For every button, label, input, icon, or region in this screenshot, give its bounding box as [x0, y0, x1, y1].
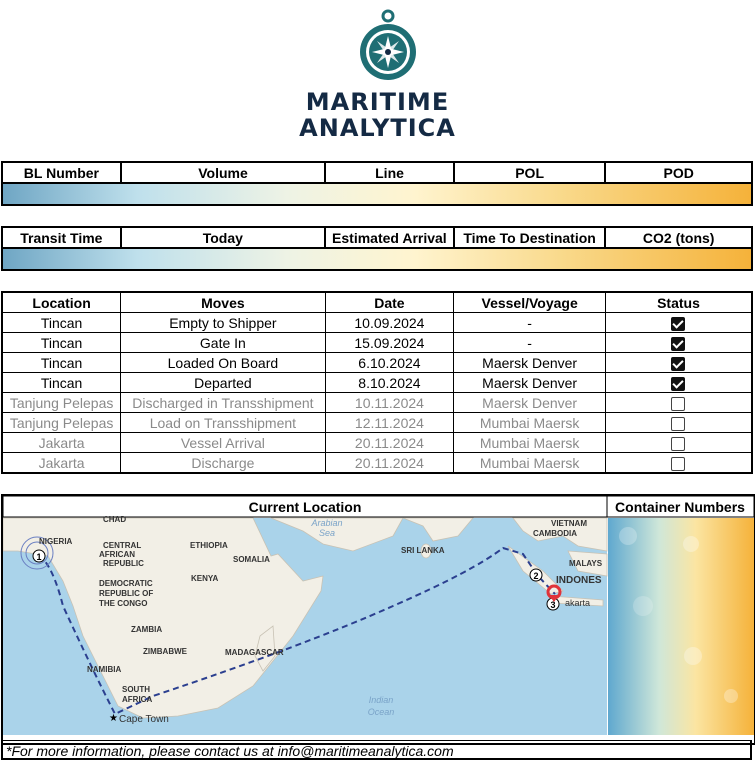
footer-note: *For more information, please contact us at info@maritimeanalytica.com: [1, 740, 752, 760]
cell-location: Jakarta: [2, 433, 121, 453]
cell-date: 15.09.2024: [325, 333, 454, 353]
cell-vessel: -: [454, 313, 606, 333]
cell-date: 20.11.2024: [325, 453, 454, 474]
cell-date: 20.11.2024: [325, 433, 454, 453]
status-checkbox[interactable]: [671, 417, 685, 431]
header-moves: Moves: [121, 292, 325, 313]
label-the-congo: THE CONGO: [99, 599, 148, 608]
label-jakarta: akarta: [565, 598, 591, 608]
cell-move: Gate In: [121, 333, 325, 353]
header-volume: Volume: [121, 162, 325, 183]
status-cell: [605, 413, 752, 433]
label-namibia: NAMIBIA: [87, 665, 122, 674]
label-kenya: KENYA: [191, 574, 219, 583]
label-ocean: Ocean: [367, 707, 395, 717]
cell-location: Tanjung Pelepas: [2, 413, 121, 433]
status-cell: [605, 353, 752, 373]
cell-location: Jakarta: [2, 453, 121, 474]
route-map: [3, 496, 754, 743]
table-row: [2, 393, 752, 413]
label-indian: Indian: [368, 695, 394, 705]
label-african: AFRICAN: [99, 550, 135, 559]
label-malays: MALAYS: [569, 559, 603, 568]
table-row: [2, 313, 752, 333]
container-title: Container Numbers: [615, 499, 745, 515]
status-cell: [605, 333, 752, 353]
cell-vessel: Mumbai Maersk: [454, 433, 606, 453]
cell-date: 8.10.2024: [325, 373, 454, 393]
brand-line-1: MARITIME: [305, 88, 450, 116]
label-nigeria: NIGERIA: [39, 537, 73, 546]
header-date: Date: [325, 292, 454, 313]
location-panel: [1, 494, 755, 745]
cell-vessel: Maersk Denver: [454, 373, 606, 393]
label-madagascar: MADAGASCAR: [225, 648, 284, 657]
cell-vessel: Maersk Denver: [454, 393, 606, 413]
logo-area: [0, 0, 755, 150]
cell-move: Load on Transshipment: [121, 413, 325, 433]
label-cape-town: Cape Town: [119, 714, 169, 725]
cell-vessel: Maersk Denver: [454, 353, 606, 373]
status-checkbox[interactable]: [671, 317, 685, 331]
cell-location: Tincan: [2, 353, 121, 373]
label-zimbabwe: ZIMBABWE: [143, 647, 187, 656]
cell-date: 12.11.2024: [325, 413, 454, 433]
marker-3-label: 3: [550, 600, 556, 610]
compass-icon: [357, 8, 419, 82]
table-row: [2, 373, 752, 393]
label-cambodia: CAMBODIA: [533, 529, 577, 538]
header-line: Line: [325, 162, 454, 183]
label-republic-of: REPUBLIC OF: [99, 589, 154, 598]
cell-move: Loaded On Board: [121, 353, 325, 373]
label-chad: CHAD: [103, 515, 127, 524]
header-co2: CO2 (tons): [605, 227, 752, 248]
table-row: [2, 453, 752, 474]
status-cell: [605, 433, 752, 453]
status-cell: [605, 393, 752, 413]
label-ethiopia: ETHIOPIA: [190, 541, 228, 550]
cell-location: Tincan: [2, 313, 121, 333]
cell-move: Vessel Arrival: [121, 433, 325, 453]
header-estimated-arrival: Estimated Arrival: [325, 227, 454, 248]
label-africa: AFRICA: [122, 695, 153, 704]
cell-vessel: Mumbai Maersk: [454, 453, 606, 474]
label-republic: REPUBLIC: [103, 559, 144, 568]
label-south: SOUTH: [122, 685, 150, 694]
cell-location: Tanjung Pelepas: [2, 393, 121, 413]
brand-line-2: ANALYTICA: [299, 114, 456, 142]
moves-table: [1, 291, 753, 474]
table-row: [2, 433, 752, 453]
header-location: Location: [2, 292, 121, 313]
header-bl-number: BL Number: [2, 162, 121, 183]
label-indonesia: INDONES: [556, 575, 602, 586]
cell-move: Departed: [121, 373, 325, 393]
cell-location: Tincan: [2, 373, 121, 393]
status-checkbox[interactable]: [671, 337, 685, 351]
cell-move: Discharged in Transshipment: [121, 393, 325, 413]
marker-1-label: 1: [36, 552, 42, 562]
cape-town-star-icon: ★: [109, 713, 118, 724]
table-row: [2, 333, 752, 353]
label-sri-lanka: SRI LANKA: [401, 546, 445, 555]
cell-location: Tincan: [2, 333, 121, 353]
header-today: Today: [121, 227, 325, 248]
status-checkbox[interactable]: [671, 377, 685, 391]
header-transit-time: Transit Time: [2, 227, 121, 248]
cell-move: Empty to Shipper: [121, 313, 325, 333]
label-somalia: SOMALIA: [233, 555, 270, 564]
status-cell: [605, 373, 752, 393]
status-cell: [605, 453, 752, 474]
summary-value-bar-1: [2, 183, 752, 205]
status-checkbox[interactable]: [671, 437, 685, 451]
cell-vessel: -: [454, 333, 606, 353]
label-central: CENTRAL: [103, 541, 142, 550]
table-row: [2, 353, 752, 373]
cell-date: 6.10.2024: [325, 353, 454, 373]
cell-move: Discharge: [121, 453, 325, 474]
header-time-to-destination: Time To Destination: [454, 227, 606, 248]
marker-2-label: 2: [533, 571, 539, 581]
header-status: Status: [605, 292, 752, 313]
cell-vessel: Mumbai Maersk: [454, 413, 606, 433]
summary-value-bar-2: [2, 248, 752, 270]
status-checkbox[interactable]: [671, 397, 685, 411]
label-democratic: DEMOCRATIC: [99, 579, 153, 588]
cell-date: 10.11.2024: [325, 393, 454, 413]
label-arabian: Arabian: [311, 518, 343, 528]
header-pod: POD: [605, 162, 752, 183]
header-pol: POL: [454, 162, 606, 183]
map-title: Current Location: [248, 499, 362, 515]
label-zambia: ZAMBIA: [131, 625, 163, 634]
label-sea: Sea: [318, 528, 336, 538]
table-row: [2, 413, 752, 433]
cell-date: 10.09.2024: [325, 313, 454, 333]
label-vietnam: VIETNAM: [551, 519, 587, 528]
summary-table-1: [1, 161, 753, 206]
status-checkbox[interactable]: [671, 457, 685, 471]
header-vessel-voyage: Vessel/Voyage: [454, 292, 606, 313]
status-cell: [605, 313, 752, 333]
summary-table-2: [1, 226, 753, 271]
status-checkbox[interactable]: [671, 357, 685, 371]
